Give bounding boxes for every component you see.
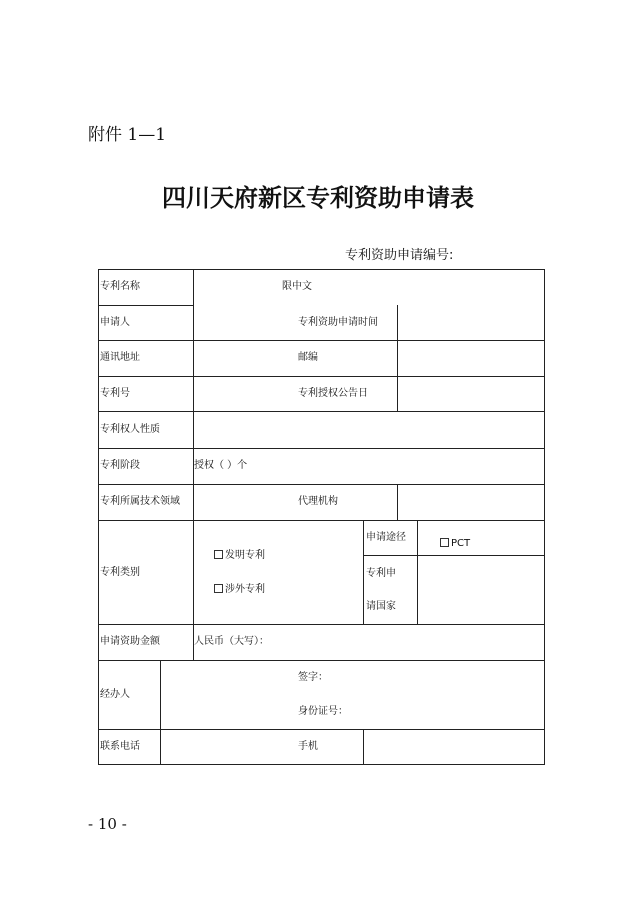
signature-label: 签字： (298, 672, 328, 683)
pct-text: PCT (451, 538, 471, 549)
checkbox-icon[interactable] (214, 584, 223, 593)
tech-field-label: 专利所属技术领域 (100, 496, 180, 507)
id-number-label: 身份证号： (298, 706, 348, 717)
checkbox-icon[interactable] (440, 538, 449, 547)
chinese-only-note: 限中文 (282, 281, 312, 292)
postcode-label: 邮编 (298, 352, 318, 363)
holder-nature-label: 专利权人性质 (100, 424, 160, 435)
checkbox-icon[interactable] (214, 550, 223, 559)
amount-value: 人民币（大写）： (194, 636, 269, 647)
country-label-line1: 专利申 (366, 568, 396, 579)
foreign-patent-option[interactable] (214, 584, 265, 596)
form-title: 四川天府新区专利资助申请表 (162, 183, 474, 212)
invention-patent-text: 发明专利 (225, 550, 265, 561)
country-label-line2: 请国家 (366, 601, 396, 612)
attachment-label: 附件 1—1 (88, 125, 167, 145)
application-route-label: 申请途径 (366, 532, 406, 543)
phone-label: 联系电话 (100, 741, 140, 752)
amount-label: 申请资助金额 (100, 636, 160, 647)
patent-stage-value: 授权（ ）个 (194, 460, 248, 471)
application-time-label: 专利资助申请时间 (298, 317, 378, 328)
pct-option[interactable] (440, 538, 470, 550)
applicant-label: 申请人 (100, 317, 130, 328)
foreign-patent-text: 涉外专利 (225, 584, 265, 595)
invention-patent-option[interactable] (214, 550, 265, 562)
mobile-label: 手机 (298, 741, 318, 752)
patent-type-label: 专利类别 (100, 567, 140, 578)
grant-date-label: 专利授权公告日 (298, 388, 368, 399)
address-label: 通讯地址 (100, 352, 140, 363)
patent-name-label: 专利名称 (100, 281, 140, 292)
application-number-label: 专利资助申请编号: (345, 248, 454, 263)
patent-number-label: 专利号 (100, 388, 130, 399)
patent-stage-label: 专利阶段 (100, 460, 140, 471)
agency-label: 代理机构 (298, 496, 338, 507)
page-number: - 10 - (88, 815, 127, 833)
handler-label: 经办人 (100, 689, 130, 700)
